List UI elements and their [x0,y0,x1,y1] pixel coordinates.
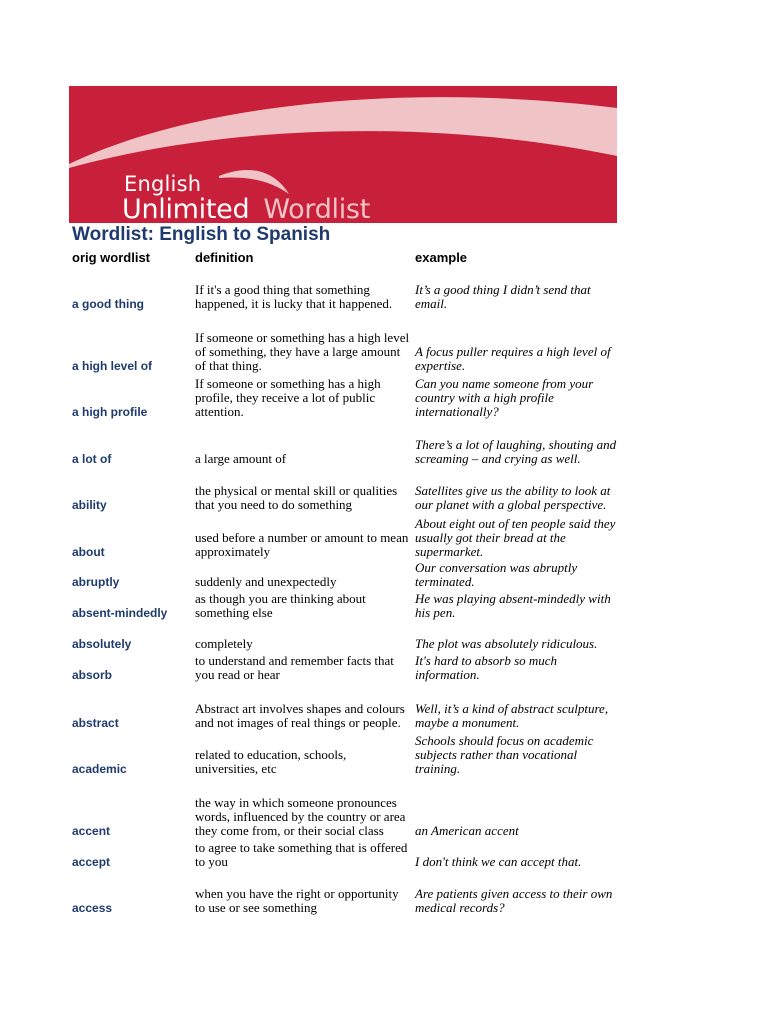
example-cell: It’s a good thing I didn’t send that email. [415,282,591,311]
example-cell: There’s a lot of laughing, shouting and screaming – and crying as well. [415,437,617,466]
word-cell: absorb [72,668,113,682]
header-banner [69,86,617,223]
example-cell: an American accent [415,823,519,838]
example-cell: Satellites give us the ability to look at our planet with a global perspective. [415,483,611,512]
definition-cell: to agree to take something that is offered to you [195,840,408,869]
table-row [0,467,768,512]
brand-title [122,194,370,223]
word-cell: ability [72,498,107,512]
example-cell: Schools should focus on academic subjects rather than vocational training. [415,733,594,776]
table-row [0,514,768,559]
definition-cell: Abstract art involves shapes and colours and not images of real things or people. [195,701,405,730]
table-row [0,421,768,466]
word-cell: accent [72,824,111,838]
definition-cell: to understand and remember facts that you read or hear [195,653,394,682]
table-row [0,266,768,311]
example-cell: I don't think we can accept that. [415,854,582,869]
definition-cell: as though you are thinking about something else [195,591,366,620]
word-cell: accept [72,855,111,869]
word-cell: a good thing [72,297,144,311]
example-cell: The plot was absolutely ridiculous. [415,636,598,651]
definition-cell: related to education, schools, universities, etc [195,747,347,776]
definition-cell: If someone or something has a high profile, they receive a lot of public attention. [195,376,381,419]
word-cell: academic [72,762,127,776]
definition-cell: If someone or something has a high level of something, they have a large amount of that thing. [195,330,410,373]
word-cell: access [72,901,113,915]
example-cell: A focus puller requires a high level of expertise. [415,344,611,373]
table-row [0,870,768,915]
table-row [0,778,768,838]
definition-cell: the way in which someone pronounces words, influenced by the country or area they come from, or their social class [195,795,406,838]
example-cell: About eight out of ten people said they usually got their bread at the supermarket. [415,516,616,559]
example-cell: It's hard to absorb so much information. [415,653,558,682]
word-cell: absent-mindedly [72,606,168,620]
definition-cell: used before a number or amount to mean approximately [195,530,409,559]
word-cell: a high level of [72,359,153,373]
table-row [0,622,768,651]
word-cell: about [72,545,105,559]
table-row [0,374,768,419]
word-cell: absolutely [72,637,132,651]
example-cell: He was playing absent-mindedly with his pen. [415,591,611,620]
word-cell: abstract [72,716,119,730]
example-cell: Our conversation was abruptly terminated. [415,560,578,589]
column-header-definition: definition [195,250,254,265]
table-row [0,685,768,730]
definition-cell: suddenly and unexpectedly [195,574,337,589]
word-cell: a lot of [72,452,112,466]
brand-wordlist: Wordlist [263,194,370,223]
definition-cell: If it's a good thing that something happened, it is lucky that it happened. [195,282,393,311]
table-row [0,328,768,373]
definition-cell: a large amount of [195,451,287,466]
table-row [0,653,768,682]
brand-unlimited: Unlimited [122,194,250,223]
table-row [0,591,768,620]
table-row [0,731,768,776]
column-header-word: orig wordlist [72,250,150,265]
table-row [0,560,768,589]
definition-cell: completely [195,636,253,651]
page-title: Wordlist: English to Spanish [72,224,331,245]
definition-cell: the physical or mental skill or qualities that you need to do something [195,483,398,512]
brand-english: English [124,172,202,196]
definition-cell: when you have the right or opportunity to use or see something [195,886,399,915]
word-cell: a high profile [72,405,148,419]
column-header-example: example [415,250,468,265]
example-cell: Can you name someone from your country with a high profile internationally? [415,376,594,419]
example-cell: Are patients given access to their own medical records? [415,886,613,915]
table-row [0,839,768,869]
example-cell: Well, it’s a kind of abstract sculpture, maybe a monument. [415,701,609,730]
word-cell: abruptly [72,575,120,589]
